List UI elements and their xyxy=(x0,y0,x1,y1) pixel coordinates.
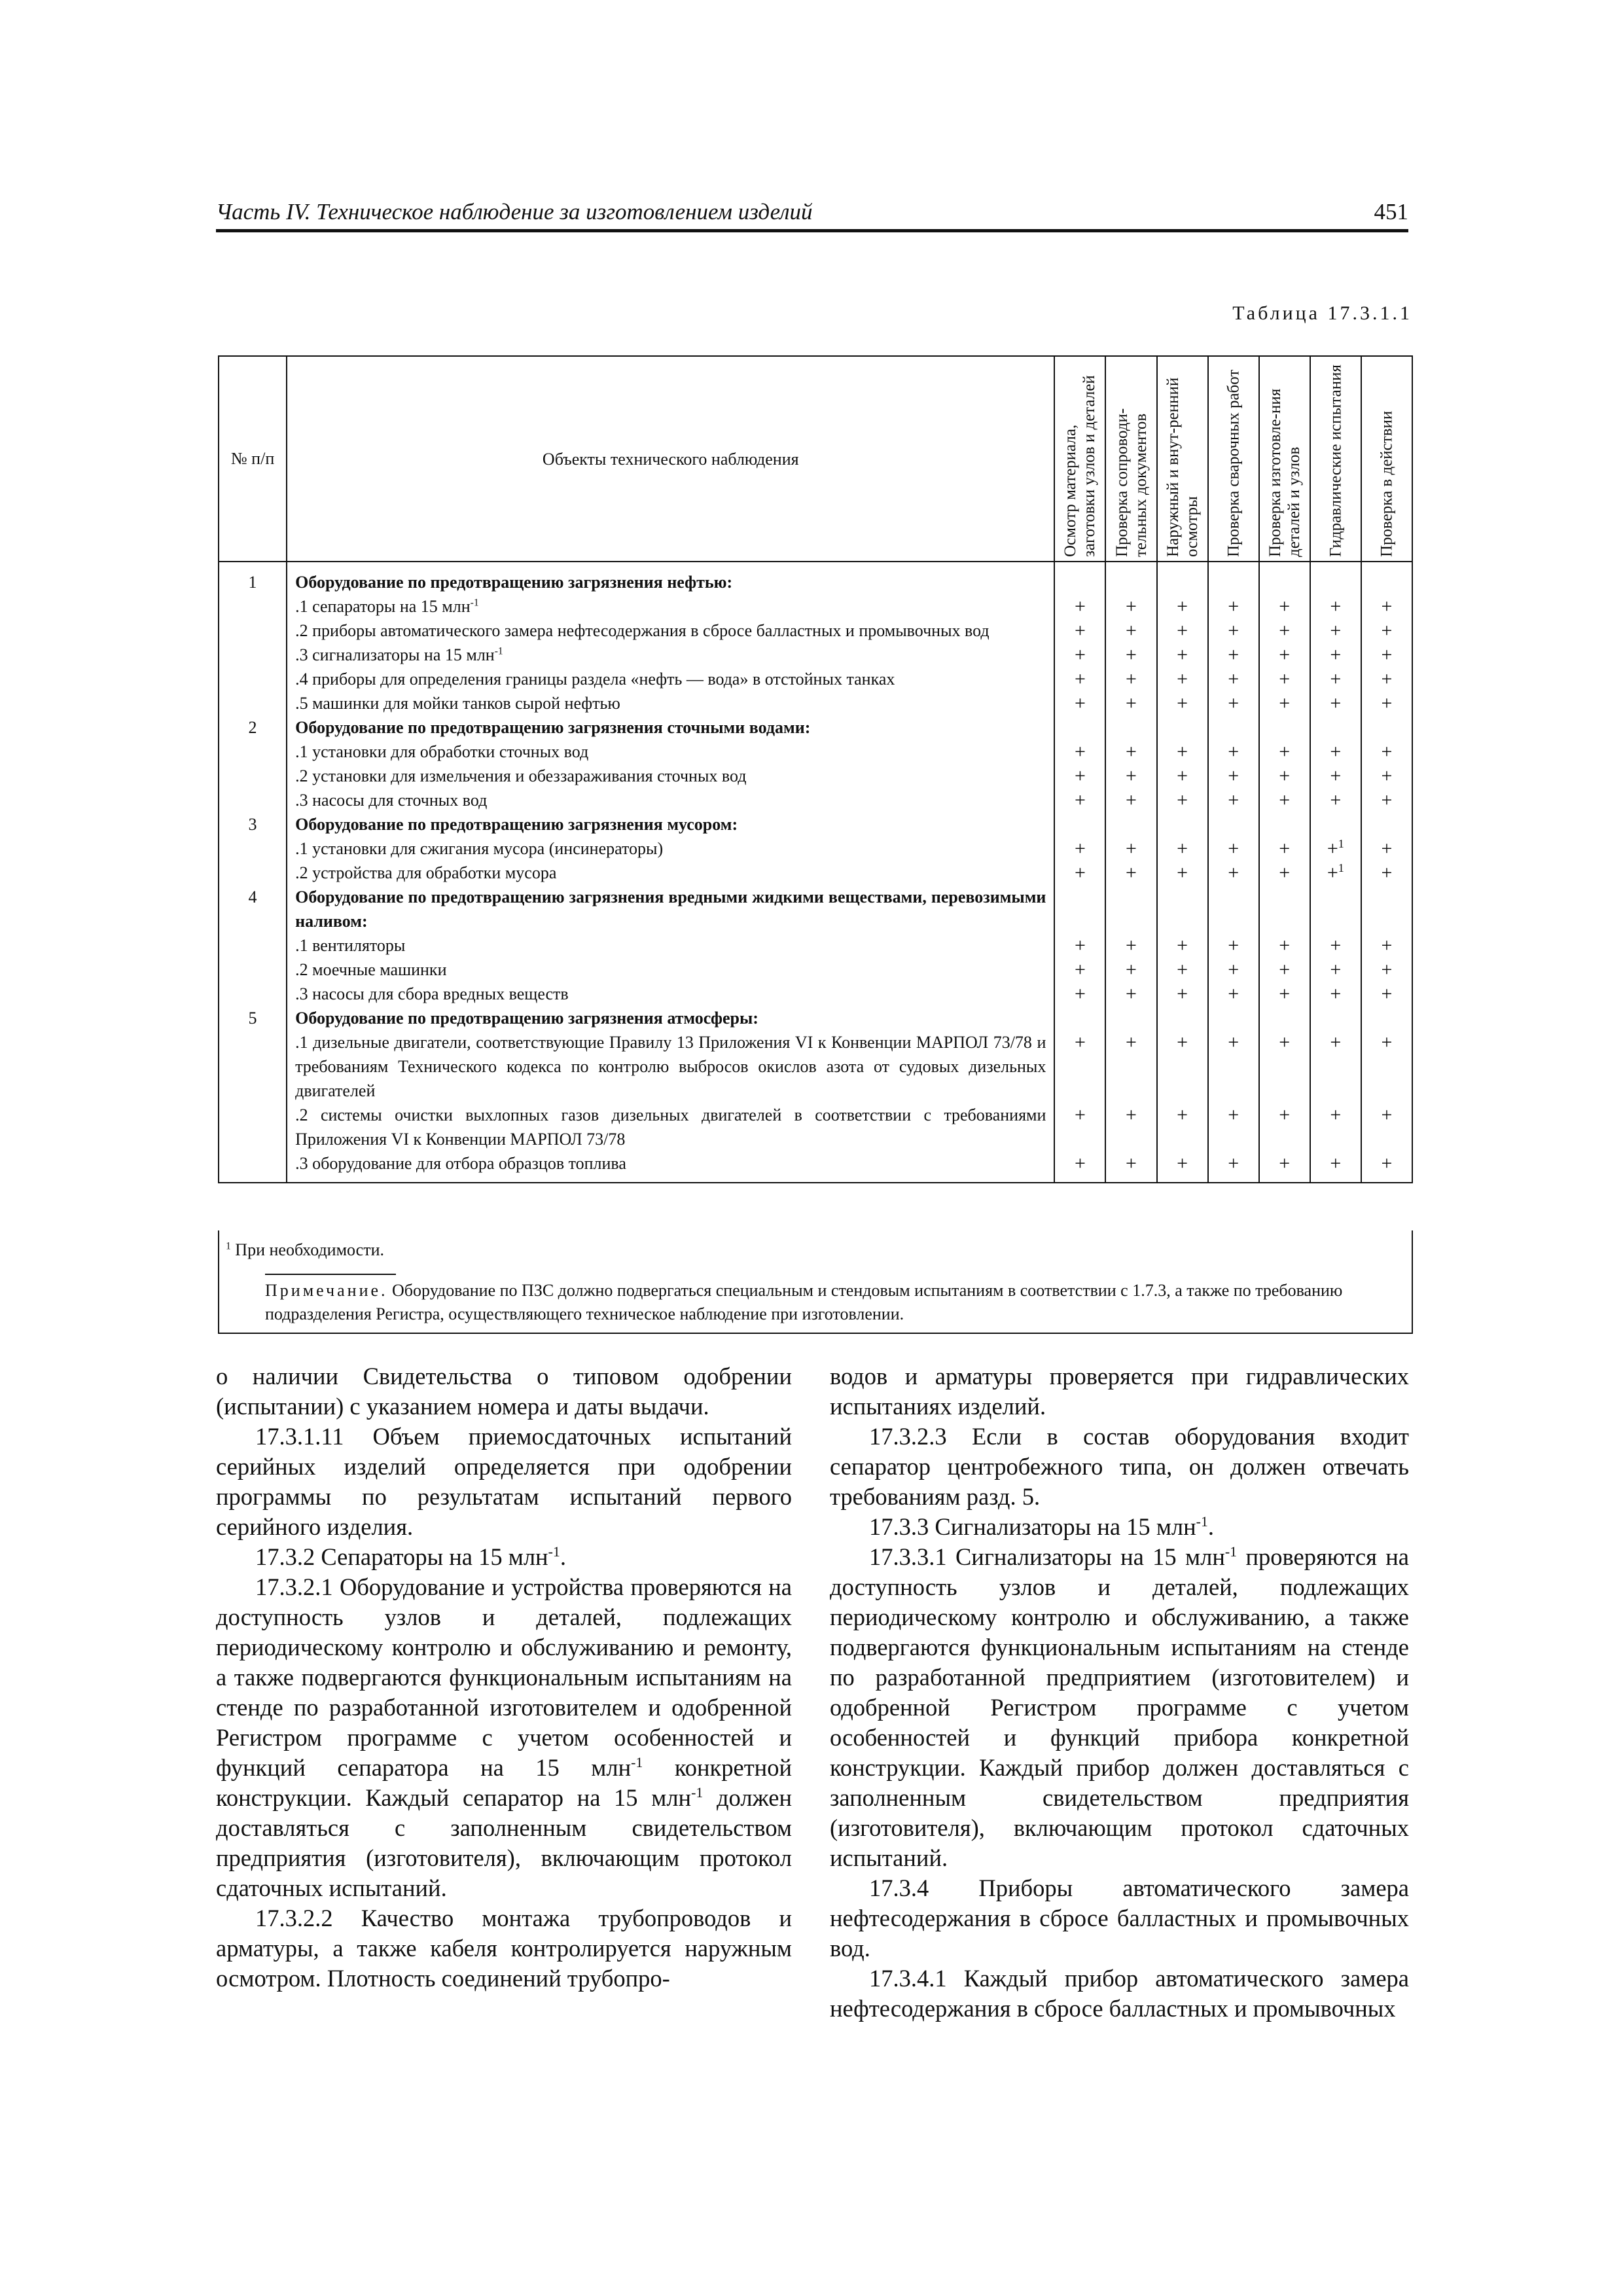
row-number xyxy=(219,1151,287,1183)
check-mark xyxy=(1208,885,1259,933)
check-mark xyxy=(1310,1006,1361,1030)
check-mark xyxy=(1054,885,1105,933)
check-mark: + xyxy=(1054,740,1105,764)
check-mark: + xyxy=(1054,764,1105,788)
check-mark: + xyxy=(1361,764,1412,788)
check-mark xyxy=(1259,715,1310,740)
check-mark: + xyxy=(1105,958,1156,982)
table-row xyxy=(219,667,1412,691)
table-note xyxy=(265,1279,1404,1326)
unit-exponent: -1 xyxy=(470,597,479,609)
check-mark: + xyxy=(1361,836,1412,861)
check-mark: + xyxy=(1054,933,1105,958)
check-mark: + xyxy=(1361,982,1412,1006)
paragraph: 17.3.4 Приборы автоматического замера нефтесодержания в сбросе балластных и промывочных вод. xyxy=(830,1874,1409,1962)
header-check-3 xyxy=(1157,356,1208,562)
table-row xyxy=(219,836,1412,861)
check-mark: + xyxy=(1157,643,1208,667)
item-text xyxy=(287,958,1054,982)
row-number xyxy=(219,643,287,667)
check-mark: + xyxy=(1208,740,1259,764)
check-mark xyxy=(1157,885,1208,933)
check-mark: + xyxy=(1361,594,1412,619)
check-mark xyxy=(1054,562,1105,594)
check-mark: + xyxy=(1208,982,1259,1006)
check-mark: + xyxy=(1259,1103,1310,1151)
item-label: .1 установки для обработки сточных вод xyxy=(295,742,589,761)
check-mark: + xyxy=(1361,667,1412,691)
check-mark xyxy=(1259,562,1310,594)
row-number xyxy=(219,1030,287,1103)
check-mark: + xyxy=(1208,594,1259,619)
check-mark: + xyxy=(1208,643,1259,667)
check-mark: + xyxy=(1259,1030,1310,1103)
check-mark: + xyxy=(1361,740,1412,764)
item-label: .4 приборы для определения границы раздела «нефть — вода» в отстойных танках xyxy=(295,670,895,689)
check-mark xyxy=(1259,885,1310,933)
header-num: № п/п xyxy=(219,356,287,562)
check-mark: + xyxy=(1208,667,1259,691)
check-mark: + xyxy=(1361,619,1412,643)
row-number xyxy=(219,619,287,643)
row-number xyxy=(219,788,287,812)
footnote xyxy=(226,1238,384,1262)
check-mark: + xyxy=(1361,788,1412,812)
row-number xyxy=(219,958,287,982)
check-mark: + xyxy=(1105,594,1156,619)
check-mark: + xyxy=(1310,1030,1361,1103)
item-text xyxy=(287,764,1054,788)
check-mark: + xyxy=(1310,594,1361,619)
check-mark xyxy=(1105,562,1156,594)
paragraph: 17.3.2.1 Оборудование и устройства проверяются на доступность узлов и деталей, подлежащих периодическому контролю и обслуживанию и ремонту, а также подвергаются функциональным испытаниям на стенде по разработанной изготовителем и одобренной Регистром программе с учетом особенностей и функций сепаратора на 15 млн$^{-1}$ конкретной конструкции. Каждый сепаратор на 15 млн$^{-1}$ должен доставляться с заполненным свидетельством предприятия (изготовителя), включающим протокол сдаточных испытаний. xyxy=(216,1573,793,1901)
check-mark: + xyxy=(1310,1103,1361,1151)
header-check-5-label: Проверка изготовле-ния деталей и узлов xyxy=(1266,388,1303,557)
check-mark: + xyxy=(1208,764,1259,788)
item-text xyxy=(287,619,1054,643)
note-text: Оборудование по ПЗС должно подвергаться специальным и стендовым испытаниям в соответствии с 1.7.3, а также по требованию подразделения Регистра, осуществляющего техническое наблюдение при изготовлении. xyxy=(265,1281,1343,1323)
paragraph: 17.3.2.2 Качество монтажа трубопроводов и арматуры, а также кабеля контролируется наружным осмотром. Плотность соединений трубопро- xyxy=(216,1905,792,1992)
item-label: .1 сепараторы на 15 млн xyxy=(295,597,471,616)
paragraph: 17.3.4.1 Каждый прибор автоматического замера нефтесодержания в сбросе балластных и промывочных xyxy=(830,1965,1409,2022)
check-mark xyxy=(1054,715,1105,740)
header-check-2 xyxy=(1105,356,1156,562)
table-row xyxy=(219,812,1412,836)
check-mark: + xyxy=(1105,861,1156,885)
item-text xyxy=(287,1151,1054,1183)
check-mark xyxy=(1105,715,1156,740)
item-label: .1 вентиляторы xyxy=(295,936,406,955)
check-mark xyxy=(1105,1006,1156,1030)
item-label: .2 установки для измельчения и обеззараживания сточных вод xyxy=(295,766,747,785)
header-check-6 xyxy=(1310,356,1361,562)
paragraph: о наличии Свидетельства о типовом одобрении (испытании) с указанием номера и даты выдачи. xyxy=(216,1363,792,1420)
check-mark xyxy=(1157,562,1208,594)
check-mark xyxy=(1361,812,1412,836)
header-check-7 xyxy=(1361,356,1412,562)
check-mark: + xyxy=(1310,691,1361,715)
item-label: .2 моечные машинки xyxy=(295,960,447,979)
item-label: .3 насосы для сточных вод xyxy=(295,791,488,810)
check-mark: + xyxy=(1054,1151,1105,1183)
row-number xyxy=(219,691,287,715)
check-mark xyxy=(1208,1006,1259,1030)
check-mark: + xyxy=(1054,982,1105,1006)
table-row xyxy=(219,1151,1412,1183)
table-row xyxy=(219,1030,1412,1103)
inspection-table xyxy=(218,355,1413,1183)
check-mark: + xyxy=(1259,764,1310,788)
table-row xyxy=(219,885,1412,933)
header-check-4 xyxy=(1208,356,1259,562)
item-text xyxy=(287,667,1054,691)
item-text xyxy=(287,1103,1054,1151)
check-mark: + xyxy=(1054,691,1105,715)
item-label: Оборудование по предотвращению загрязнения атмосферы: xyxy=(295,1009,758,1028)
check-mark: + xyxy=(1157,619,1208,643)
check-mark: + xyxy=(1310,764,1361,788)
check-mark: + xyxy=(1105,643,1156,667)
check-mark: + xyxy=(1310,1151,1361,1183)
row-number: 4 xyxy=(219,885,287,933)
check-mark: + xyxy=(1361,643,1412,667)
check-mark: + xyxy=(1054,836,1105,861)
check-mark: + xyxy=(1157,1151,1208,1183)
item-label: Оборудование по предотвращению загрязнения нефтью: xyxy=(295,573,733,592)
check-mark: + xyxy=(1208,1103,1259,1151)
check-mark: + xyxy=(1157,1103,1208,1151)
row-number: 5 xyxy=(219,1006,287,1030)
check-mark: + xyxy=(1259,836,1310,861)
check-mark xyxy=(1310,885,1361,933)
text-column-right xyxy=(830,1361,1409,2024)
table-row xyxy=(219,788,1412,812)
check-mark: + xyxy=(1259,594,1310,619)
check-mark: + xyxy=(1105,691,1156,715)
check-mark: + xyxy=(1157,764,1208,788)
table-row xyxy=(219,715,1412,740)
table-row xyxy=(219,764,1412,788)
footnote-mark: 1 xyxy=(226,1240,231,1252)
check-mark: +$^1$ xyxy=(1310,861,1361,885)
header-check-1-label: Осмотр материала, заготовки узлов и деталей xyxy=(1061,375,1099,557)
check-mark: + xyxy=(1259,861,1310,885)
check-mark: + xyxy=(1361,1151,1412,1183)
section-title xyxy=(287,1006,1054,1030)
check-mark: + xyxy=(1054,1030,1105,1103)
table-row xyxy=(219,562,1412,594)
check-mark: + xyxy=(1310,667,1361,691)
check-mark xyxy=(1361,562,1412,594)
check-mark xyxy=(1054,1006,1105,1030)
check-mark: + xyxy=(1157,667,1208,691)
text-column-left xyxy=(216,1361,792,1994)
check-mark: + xyxy=(1361,1103,1412,1151)
check-mark: + xyxy=(1259,788,1310,812)
row-number xyxy=(219,667,287,691)
table-row xyxy=(219,982,1412,1006)
row-number xyxy=(219,594,287,619)
row-number xyxy=(219,982,287,1006)
check-mark xyxy=(1157,1006,1208,1030)
check-mark xyxy=(1105,885,1156,933)
item-text xyxy=(287,594,1054,619)
note-label: Примечание. xyxy=(265,1281,388,1300)
table-row xyxy=(219,1103,1412,1151)
table-row xyxy=(219,1006,1412,1030)
check-mark: + xyxy=(1105,836,1156,861)
check-mark: + xyxy=(1208,958,1259,982)
running-header xyxy=(216,196,1408,232)
header-objects: Объекты технического наблюдения xyxy=(287,356,1054,562)
check-mark: + xyxy=(1259,740,1310,764)
check-mark xyxy=(1105,812,1156,836)
item-text xyxy=(287,933,1054,958)
item-label: .3 оборудование для отбора образцов топлива xyxy=(295,1154,626,1173)
check-mark: + xyxy=(1157,1030,1208,1103)
header-check-2-label: Проверка сопроводи-тельных документов xyxy=(1113,408,1150,557)
header-check-7-label: Проверка в действии xyxy=(1378,410,1396,557)
check-mark: + xyxy=(1208,1030,1259,1103)
table-row xyxy=(219,691,1412,715)
row-number xyxy=(219,764,287,788)
check-mark xyxy=(1208,812,1259,836)
check-mark: + xyxy=(1105,740,1156,764)
item-text xyxy=(287,691,1054,715)
item-label: .2 системы очистки выхлопных газов дизельных двигателей в соответствии с требованиями Приложения VI к Конвенции МАРПОЛ 73/78 xyxy=(295,1105,1046,1149)
row-number xyxy=(219,740,287,764)
check-mark xyxy=(1208,715,1259,740)
check-mark xyxy=(1259,1006,1310,1030)
footnote-text: При необходимости. xyxy=(235,1240,384,1259)
check-mark: + xyxy=(1054,1103,1105,1151)
check-mark: + xyxy=(1157,788,1208,812)
paragraph: водов и арматуры проверяется при гидравлических испытаниях изделий. xyxy=(830,1363,1409,1420)
paragraph: 17.3.3 Сигнализаторы на 15 млн$^{-1}$. xyxy=(869,1513,1215,1540)
check-mark: + xyxy=(1105,764,1156,788)
check-mark: + xyxy=(1361,958,1412,982)
check-mark: + xyxy=(1259,691,1310,715)
check-mark: + xyxy=(1259,619,1310,643)
check-mark: + xyxy=(1105,1151,1156,1183)
check-mark xyxy=(1259,812,1310,836)
check-mark: + xyxy=(1054,861,1105,885)
check-mark: + xyxy=(1105,1030,1156,1103)
row-number xyxy=(219,1103,287,1151)
check-mark: + xyxy=(1259,643,1310,667)
check-mark xyxy=(1208,562,1259,594)
check-mark: + xyxy=(1259,1151,1310,1183)
item-label: .3 насосы для сбора вредных веществ xyxy=(295,984,569,1003)
table-row xyxy=(219,594,1412,619)
check-mark: + xyxy=(1157,982,1208,1006)
check-mark: + xyxy=(1259,982,1310,1006)
check-mark: + xyxy=(1310,740,1361,764)
item-text xyxy=(287,643,1054,667)
check-mark: + xyxy=(1310,958,1361,982)
check-mark: + xyxy=(1054,667,1105,691)
section-title xyxy=(287,562,1054,594)
table-header-row xyxy=(219,356,1412,562)
item-text xyxy=(287,836,1054,861)
check-mark xyxy=(1310,812,1361,836)
check-mark: + xyxy=(1054,788,1105,812)
table-row xyxy=(219,958,1412,982)
item-label: .1 дизельные двигатели, соответствующие Правилу 13 Приложения VI к Конвенции МАРПОЛ 73/78 и требованиям Технического кодекса по контролю выбросов окислов азота от судовых дизельных двигателей xyxy=(295,1033,1046,1100)
check-mark: + xyxy=(1105,788,1156,812)
check-mark xyxy=(1361,885,1412,933)
row-number xyxy=(219,861,287,885)
item-text xyxy=(287,740,1054,764)
check-mark: + xyxy=(1310,788,1361,812)
header-check-4-label: Проверка сварочных работ xyxy=(1224,369,1243,557)
check-mark: + xyxy=(1105,1103,1156,1151)
table-caption: Таблица 17.3.1.1 xyxy=(1232,302,1412,324)
paragraph: 17.3.3.1 Сигнализаторы на 15 млн$^{-1}$ проверяются на доступность узлов и деталей, подлежащих периодическому контролю и обслуживанию, а также подвергаются функциональным испытаниям на стенде по разработанной предприятием (изготовителем) и одобренной Регистром программе с учетом особенностей и функций прибора конкретной конструкции. Каждый прибор должен доставляться с заполненным свидетельством предприятия (изготовителя), включающим протокол сдаточных испытаний. xyxy=(830,1543,1409,1871)
item-label: Оборудование по предотвращению загрязнения мусором: xyxy=(295,815,738,834)
check-mark: + xyxy=(1259,933,1310,958)
check-mark: + xyxy=(1259,958,1310,982)
section-title xyxy=(287,812,1054,836)
row-number xyxy=(219,836,287,861)
check-mark: + xyxy=(1157,958,1208,982)
check-mark: + xyxy=(1054,643,1105,667)
check-mark: + xyxy=(1310,933,1361,958)
page-number: 451 xyxy=(1374,199,1408,224)
check-mark: + xyxy=(1054,594,1105,619)
check-mark: +$^1$ xyxy=(1310,836,1361,861)
item-text xyxy=(287,861,1054,885)
row-number xyxy=(219,933,287,958)
check-mark: + xyxy=(1054,958,1105,982)
header-check-5 xyxy=(1259,356,1310,562)
header-check-1 xyxy=(1054,356,1105,562)
item-text xyxy=(287,982,1054,1006)
header-check-3-label: Наружный и внут-ренний осмотры xyxy=(1164,377,1201,557)
table-body xyxy=(219,562,1412,1183)
check-mark: + xyxy=(1157,740,1208,764)
table-row xyxy=(219,643,1412,667)
check-mark: + xyxy=(1310,619,1361,643)
check-mark: + xyxy=(1310,643,1361,667)
row-number: 3 xyxy=(219,812,287,836)
item-label: .1 установки для сжигания мусора (инсинераторы) xyxy=(295,839,664,858)
table-row xyxy=(219,619,1412,643)
check-mark: + xyxy=(1157,594,1208,619)
check-mark: + xyxy=(1208,861,1259,885)
check-mark: + xyxy=(1105,933,1156,958)
check-mark: + xyxy=(1105,619,1156,643)
paragraph: 17.3.2 Сепараторы на 15 млн$^{-1}$. xyxy=(255,1543,566,1570)
footnote-rule xyxy=(265,1274,396,1275)
item-label: .2 устройства для обработки мусора xyxy=(295,863,557,882)
section-title xyxy=(287,715,1054,740)
check-mark: + xyxy=(1054,619,1105,643)
check-mark: + xyxy=(1157,933,1208,958)
item-label: Оборудование по предотвращению загрязнения вредными жидкими веществами, перевозимыми наливом: xyxy=(295,888,1046,931)
paragraph: 17.3.1.11 Объем приемосдаточных испытаний серийных изделий определяется при одобрении программы по результатам испытаний первого серийного изделия. xyxy=(216,1423,792,1540)
section-title xyxy=(287,885,1054,933)
unit-exponent: -1 xyxy=(494,645,503,657)
check-mark: + xyxy=(1361,933,1412,958)
check-mark: + xyxy=(1208,619,1259,643)
item-label: Оборудование по предотвращению загрязнения сточными водами: xyxy=(295,718,811,737)
check-mark: + xyxy=(1105,982,1156,1006)
header-check-6-label: Гидравлические испытания xyxy=(1327,364,1345,557)
check-mark: + xyxy=(1361,1030,1412,1103)
table-row xyxy=(219,861,1412,885)
check-mark xyxy=(1157,715,1208,740)
check-mark: + xyxy=(1208,691,1259,715)
check-mark: + xyxy=(1361,691,1412,715)
check-mark: + xyxy=(1259,667,1310,691)
check-mark: + xyxy=(1208,788,1259,812)
check-mark: + xyxy=(1361,861,1412,885)
table-row xyxy=(219,740,1412,764)
item-label: .3 сигнализаторы на 15 млн xyxy=(295,645,495,664)
check-mark: + xyxy=(1105,667,1156,691)
check-mark xyxy=(1157,812,1208,836)
check-mark xyxy=(1361,715,1412,740)
check-mark: + xyxy=(1208,836,1259,861)
item-text xyxy=(287,1030,1054,1103)
check-mark: + xyxy=(1157,861,1208,885)
check-mark xyxy=(1310,715,1361,740)
check-mark xyxy=(1310,562,1361,594)
check-mark xyxy=(1361,1006,1412,1030)
check-mark: + xyxy=(1157,691,1208,715)
table-row xyxy=(219,933,1412,958)
item-label: .2 приборы автоматического замера нефтесодержания в сбросе балластных и промывочных вод xyxy=(295,621,990,640)
check-mark: + xyxy=(1157,836,1208,861)
check-mark xyxy=(1054,812,1105,836)
item-text xyxy=(287,788,1054,812)
item-label: .5 машинки для мойки танков сырой нефтью xyxy=(295,694,620,713)
row-number: 1 xyxy=(219,562,287,594)
table-notes xyxy=(218,1230,1413,1334)
check-mark: + xyxy=(1208,933,1259,958)
paragraph: 17.3.2.3 Если в состав оборудования входит сепаратор центробежного типа, он должен отвечать требованиям разд. 5. xyxy=(830,1423,1409,1510)
check-mark: + xyxy=(1208,1151,1259,1183)
row-number: 2 xyxy=(219,715,287,740)
check-mark: + xyxy=(1310,982,1361,1006)
running-title: Часть IV. Техническое наблюдение за изготовлением изделий xyxy=(216,199,813,224)
